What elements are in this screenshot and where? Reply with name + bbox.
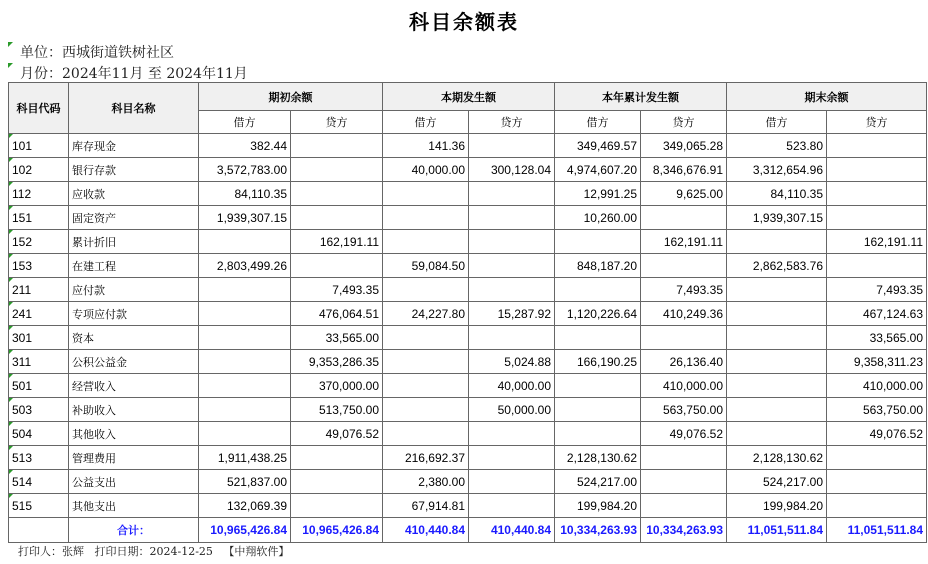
amount-cell: 1,939,307.15 [727, 206, 827, 230]
account-name: 公积公益金 [69, 350, 199, 374]
header-credit: 贷方 [641, 111, 727, 134]
total-spacer [9, 518, 69, 543]
amount-cell [291, 470, 383, 494]
amount-cell [555, 374, 641, 398]
table-row [9, 302, 927, 326]
amount-cell [199, 302, 291, 326]
amount-cell [199, 422, 291, 446]
account-name: 在建工程 [69, 254, 199, 278]
amount-cell [641, 494, 727, 518]
table-row [9, 326, 927, 350]
account-code: 112 [9, 182, 69, 206]
table-row [9, 494, 927, 518]
header-code: 科目代码 [9, 83, 69, 134]
amount-cell: 523.80 [727, 134, 827, 158]
amount-cell [727, 374, 827, 398]
total-label: 合计： [69, 518, 199, 543]
amount-cell: 216,692.37 [383, 446, 469, 470]
amount-cell [383, 230, 469, 254]
amount-cell [383, 422, 469, 446]
amount-cell: 7,493.35 [641, 278, 727, 302]
table-row [9, 158, 927, 182]
amount-cell [469, 494, 555, 518]
period-line: 月份：2024年11月 至 2024年11月 [20, 66, 248, 82]
amount-cell [727, 398, 827, 422]
amount-cell [727, 278, 827, 302]
amount-cell: 4,974,607.20 [555, 158, 641, 182]
header-debit: 借方 [199, 111, 291, 134]
amount-cell [383, 374, 469, 398]
table-row [9, 278, 927, 302]
table-row [9, 230, 927, 254]
amount-cell: 2,803,499.26 [199, 254, 291, 278]
amount-cell: 1,120,226.64 [555, 302, 641, 326]
amount-cell: 40,000.00 [383, 158, 469, 182]
total-amount: 10,334,263.93 [555, 518, 641, 543]
account-code: 514 [9, 470, 69, 494]
amount-cell: 33,565.00 [827, 326, 927, 350]
table-row [9, 374, 927, 398]
amount-cell: 410,249.36 [641, 302, 727, 326]
account-code: 504 [9, 422, 69, 446]
amount-cell [383, 278, 469, 302]
amount-cell [469, 422, 555, 446]
amount-cell: 3,312,654.96 [727, 158, 827, 182]
amount-cell: 2,862,583.76 [727, 254, 827, 278]
amount-cell: 24,227.80 [383, 302, 469, 326]
amount-cell [827, 254, 927, 278]
amount-cell [727, 422, 827, 446]
amount-cell [469, 326, 555, 350]
amount-cell: 5,024.88 [469, 350, 555, 374]
amount-cell [727, 350, 827, 374]
amount-cell: 300,128.04 [469, 158, 555, 182]
account-code: 301 [9, 326, 69, 350]
table-row [9, 254, 927, 278]
account-code: 102 [9, 158, 69, 182]
amount-cell: 166,190.25 [555, 350, 641, 374]
header-name: 科目名称 [69, 83, 199, 134]
account-code: 241 [9, 302, 69, 326]
print-footer: 打印人：张辉 打印日期：2024-12-25 【中翔软件】 [18, 545, 290, 558]
header-group-opening: 期初余额 [199, 83, 383, 111]
amount-cell [291, 206, 383, 230]
amount-cell: 162,191.11 [641, 230, 727, 254]
header-credit: 贷方 [469, 111, 555, 134]
header-credit: 贷方 [291, 111, 383, 134]
amount-cell [641, 470, 727, 494]
amount-cell: 49,076.52 [827, 422, 927, 446]
amount-cell [827, 206, 927, 230]
amount-cell: 33,565.00 [291, 326, 383, 350]
amount-cell: 848,187.20 [555, 254, 641, 278]
amount-cell: 8,346,676.91 [641, 158, 727, 182]
amount-cell [291, 254, 383, 278]
account-code: 503 [9, 398, 69, 422]
amount-cell [291, 494, 383, 518]
amount-cell [469, 182, 555, 206]
account-name: 固定资产 [69, 206, 199, 230]
amount-cell [291, 134, 383, 158]
amount-cell: 49,076.52 [291, 422, 383, 446]
amount-cell [291, 446, 383, 470]
amount-cell [469, 254, 555, 278]
corner-marker [8, 42, 13, 47]
table-row [9, 446, 927, 470]
amount-cell [469, 470, 555, 494]
amount-cell: 349,065.28 [641, 134, 727, 158]
table-row [9, 134, 927, 158]
amount-cell [199, 278, 291, 302]
table-row [9, 422, 927, 446]
amount-cell: 26,136.40 [641, 350, 727, 374]
amount-cell [827, 470, 927, 494]
amount-cell: 382.44 [199, 134, 291, 158]
amount-cell: 199,984.20 [727, 494, 827, 518]
amount-cell: 524,217.00 [727, 470, 827, 494]
amount-cell: 410,000.00 [641, 374, 727, 398]
amount-cell [641, 446, 727, 470]
amount-cell [727, 302, 827, 326]
amount-cell: 370,000.00 [291, 374, 383, 398]
account-name: 应收款 [69, 182, 199, 206]
account-code: 152 [9, 230, 69, 254]
amount-cell: 521,837.00 [199, 470, 291, 494]
amount-cell: 1,911,438.25 [199, 446, 291, 470]
amount-cell: 84,110.35 [727, 182, 827, 206]
amount-cell: 12,991.25 [555, 182, 641, 206]
amount-cell: 162,191.11 [827, 230, 927, 254]
amount-cell: 524,217.00 [555, 470, 641, 494]
amount-cell: 199,984.20 [555, 494, 641, 518]
report-title: 科目余额表 [409, 10, 519, 34]
amount-cell [555, 278, 641, 302]
amount-cell [199, 398, 291, 422]
account-name: 累计折旧 [69, 230, 199, 254]
amount-cell: 162,191.11 [291, 230, 383, 254]
amount-cell [827, 494, 927, 518]
total-amount: 410,440.84 [383, 518, 469, 543]
table-row [9, 206, 927, 230]
amount-cell [827, 446, 927, 470]
amount-cell [383, 398, 469, 422]
amount-cell [555, 398, 641, 422]
amount-cell: 10,260.00 [555, 206, 641, 230]
amount-cell [827, 134, 927, 158]
account-name: 其他收入 [69, 422, 199, 446]
total-amount: 10,965,426.84 [291, 518, 383, 543]
header-group-closing: 期末余额 [727, 83, 927, 111]
amount-cell: 513,750.00 [291, 398, 383, 422]
amount-cell: 2,128,130.62 [727, 446, 827, 470]
table-row [9, 470, 927, 494]
total-amount: 11,051,511.84 [827, 518, 927, 543]
table-row [9, 182, 927, 206]
account-name: 其他支出 [69, 494, 199, 518]
amount-cell [469, 134, 555, 158]
amount-cell: 563,750.00 [827, 398, 927, 422]
account-name: 银行存款 [69, 158, 199, 182]
amount-cell [199, 230, 291, 254]
amount-cell: 84,110.35 [199, 182, 291, 206]
amount-cell: 2,128,130.62 [555, 446, 641, 470]
amount-cell [555, 422, 641, 446]
amount-cell: 40,000.00 [469, 374, 555, 398]
amount-cell: 49,076.52 [641, 422, 727, 446]
account-code: 153 [9, 254, 69, 278]
amount-cell: 50,000.00 [469, 398, 555, 422]
amount-cell: 7,493.35 [291, 278, 383, 302]
amount-cell [555, 326, 641, 350]
amount-cell [383, 182, 469, 206]
amount-cell [827, 182, 927, 206]
amount-cell [727, 326, 827, 350]
unit-line: 单位：西城街道铁树社区 [20, 45, 174, 61]
amount-cell [469, 446, 555, 470]
account-code: 211 [9, 278, 69, 302]
amount-cell [469, 206, 555, 230]
amount-cell [199, 374, 291, 398]
account-code: 513 [9, 446, 69, 470]
account-name: 经营收入 [69, 374, 199, 398]
account-code: 515 [9, 494, 69, 518]
table-row [9, 398, 927, 422]
table-row [9, 350, 927, 374]
account-name: 应付款 [69, 278, 199, 302]
total-amount: 10,965,426.84 [199, 518, 291, 543]
amount-cell: 67,914.81 [383, 494, 469, 518]
amount-cell: 59,084.50 [383, 254, 469, 278]
amount-cell [555, 230, 641, 254]
total-amount: 11,051,511.84 [727, 518, 827, 543]
amount-cell [641, 254, 727, 278]
amount-cell [469, 278, 555, 302]
total-amount: 10,334,263.93 [641, 518, 727, 543]
amount-cell [383, 206, 469, 230]
amount-cell [199, 350, 291, 374]
header-group-ytd: 本年累计发生额 [555, 83, 727, 111]
amount-cell [641, 206, 727, 230]
amount-cell [291, 158, 383, 182]
account-name: 补助收入 [69, 398, 199, 422]
amount-cell: 15,287.92 [469, 302, 555, 326]
amount-cell: 7,493.35 [827, 278, 927, 302]
amount-cell [469, 230, 555, 254]
amount-cell: 563,750.00 [641, 398, 727, 422]
amount-cell [641, 326, 727, 350]
header-debit: 借方 [383, 111, 469, 134]
account-code: 501 [9, 374, 69, 398]
amount-cell [727, 230, 827, 254]
amount-cell [383, 350, 469, 374]
amount-cell [383, 326, 469, 350]
amount-cell [291, 182, 383, 206]
amount-cell: 1,939,307.15 [199, 206, 291, 230]
amount-cell [827, 158, 927, 182]
account-code: 101 [9, 134, 69, 158]
amount-cell: 476,064.51 [291, 302, 383, 326]
account-name: 专项应付款 [69, 302, 199, 326]
total-row [9, 518, 927, 543]
total-amount: 410,440.84 [469, 518, 555, 543]
account-name: 管理费用 [69, 446, 199, 470]
header-group-period: 本期发生额 [383, 83, 555, 111]
amount-cell [199, 326, 291, 350]
account-code: 151 [9, 206, 69, 230]
account-name: 资本 [69, 326, 199, 350]
amount-cell: 9,353,286.35 [291, 350, 383, 374]
amount-cell: 410,000.00 [827, 374, 927, 398]
amount-cell: 2,380.00 [383, 470, 469, 494]
corner-marker [8, 63, 13, 68]
amount-cell: 141.36 [383, 134, 469, 158]
amount-cell: 132,069.39 [199, 494, 291, 518]
header-debit: 借方 [727, 111, 827, 134]
header-debit: 借方 [555, 111, 641, 134]
amount-cell: 467,124.63 [827, 302, 927, 326]
header-credit: 贷方 [827, 111, 927, 134]
amount-cell: 9,625.00 [641, 182, 727, 206]
amount-cell: 349,469.57 [555, 134, 641, 158]
account-name: 库存现金 [69, 134, 199, 158]
amount-cell: 3,572,783.00 [199, 158, 291, 182]
account-code: 311 [9, 350, 69, 374]
amount-cell: 9,358,311.23 [827, 350, 927, 374]
account-name: 公益支出 [69, 470, 199, 494]
balance-table [8, 82, 927, 543]
